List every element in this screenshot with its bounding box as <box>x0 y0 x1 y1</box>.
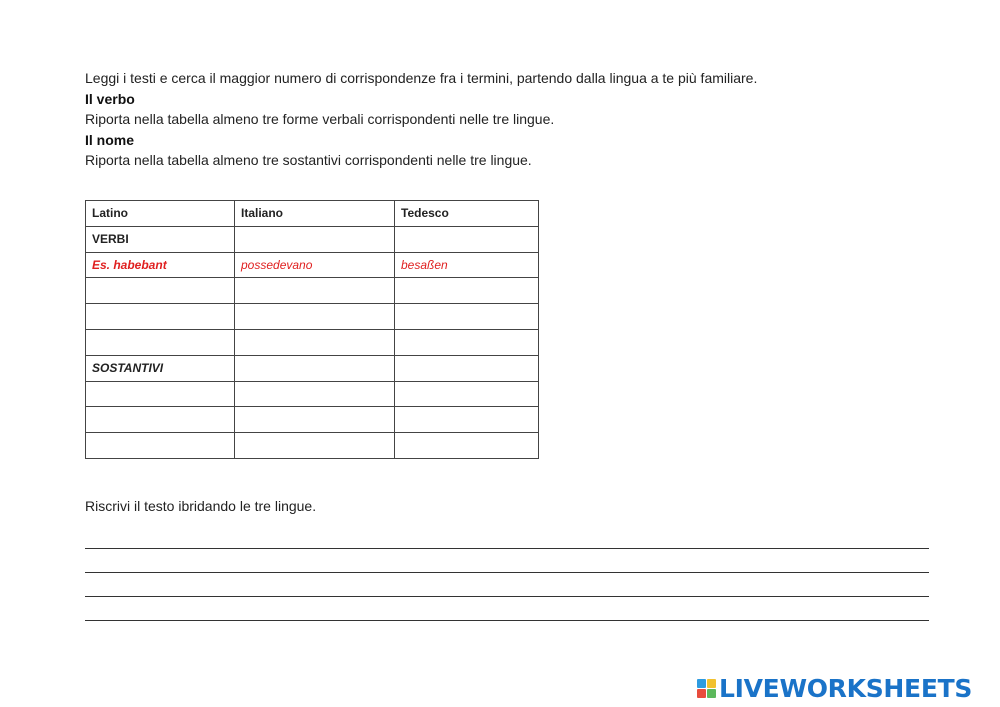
table-cell[interactable] <box>395 304 539 330</box>
table-row-verbs-label <box>86 226 539 252</box>
table-header-row <box>86 201 539 227</box>
example-latin: Es. habebant <box>86 252 235 278</box>
logo-block <box>697 689 706 698</box>
table-cell[interactable] <box>395 433 539 459</box>
table-cell[interactable] <box>86 304 235 330</box>
table-row <box>86 407 539 433</box>
table-cell[interactable] <box>86 407 235 433</box>
table-cell[interactable] <box>395 407 539 433</box>
table-cell[interactable] <box>235 278 395 304</box>
logo-block <box>707 679 716 688</box>
correspondence-table <box>85 200 539 459</box>
table-cell[interactable] <box>235 329 395 355</box>
verb-heading: Il verbo <box>85 90 135 107</box>
table-cell[interactable] <box>235 381 395 407</box>
verb-instruction: Riporta nella tabella almeno tre forme verbali corrispondenti nelle tre lingue. <box>85 111 555 127</box>
table-row-example <box>86 252 539 278</box>
table-row <box>86 329 539 355</box>
logo-block <box>697 679 706 688</box>
example-italian: possedevano <box>235 252 395 278</box>
instructions <box>85 68 945 171</box>
table-cell[interactable] <box>235 355 395 381</box>
table-cell[interactable] <box>86 329 235 355</box>
table-cell[interactable] <box>86 278 235 304</box>
nouns-label: SOSTANTIVI <box>86 355 235 381</box>
answer-line[interactable] <box>85 596 929 597</box>
verbs-label: VERBI <box>86 226 235 252</box>
table-cell[interactable] <box>235 226 395 252</box>
answer-line[interactable] <box>85 548 929 549</box>
answer-line[interactable] <box>85 620 929 621</box>
noun-heading: Il nome <box>85 131 135 148</box>
logo-text: LIVEWORKSHEETS <box>719 673 973 703</box>
table-cell[interactable] <box>395 329 539 355</box>
liveworksheets-logo <box>697 673 972 703</box>
table-cell[interactable] <box>235 433 395 459</box>
header-tedesco: Tedesco <box>395 201 539 227</box>
instructions-intro: Leggi i testi e cerca il maggior numero di corrispondenze fra i termini, partendo dalla lingua a te più familiare. <box>85 70 758 86</box>
table-cell[interactable] <box>395 381 539 407</box>
logo-block <box>707 689 716 698</box>
table-cell[interactable] <box>395 355 539 381</box>
table-cell[interactable] <box>235 304 395 330</box>
table-cell[interactable] <box>86 433 235 459</box>
header-latino: Latino <box>86 201 235 227</box>
table-row-nouns-label <box>86 355 539 381</box>
liveworksheets-logo-icon <box>697 679 716 698</box>
table-row <box>86 278 539 304</box>
table-cell[interactable] <box>395 226 539 252</box>
noun-instruction: Riporta nella tabella almeno tre sostantivi corrispondenti nelle tre lingue. <box>85 152 532 168</box>
rewrite-prompt: Riscrivi il testo ibridando le tre lingue. <box>85 498 317 514</box>
table-row <box>86 433 539 459</box>
table-cell[interactable] <box>235 407 395 433</box>
table-cell[interactable] <box>86 381 235 407</box>
table-cell[interactable] <box>395 278 539 304</box>
header-italiano: Italiano <box>235 201 395 227</box>
table-row <box>86 304 539 330</box>
example-german: besaßen <box>395 252 539 278</box>
answer-line[interactable] <box>85 572 929 573</box>
table-row <box>86 381 539 407</box>
